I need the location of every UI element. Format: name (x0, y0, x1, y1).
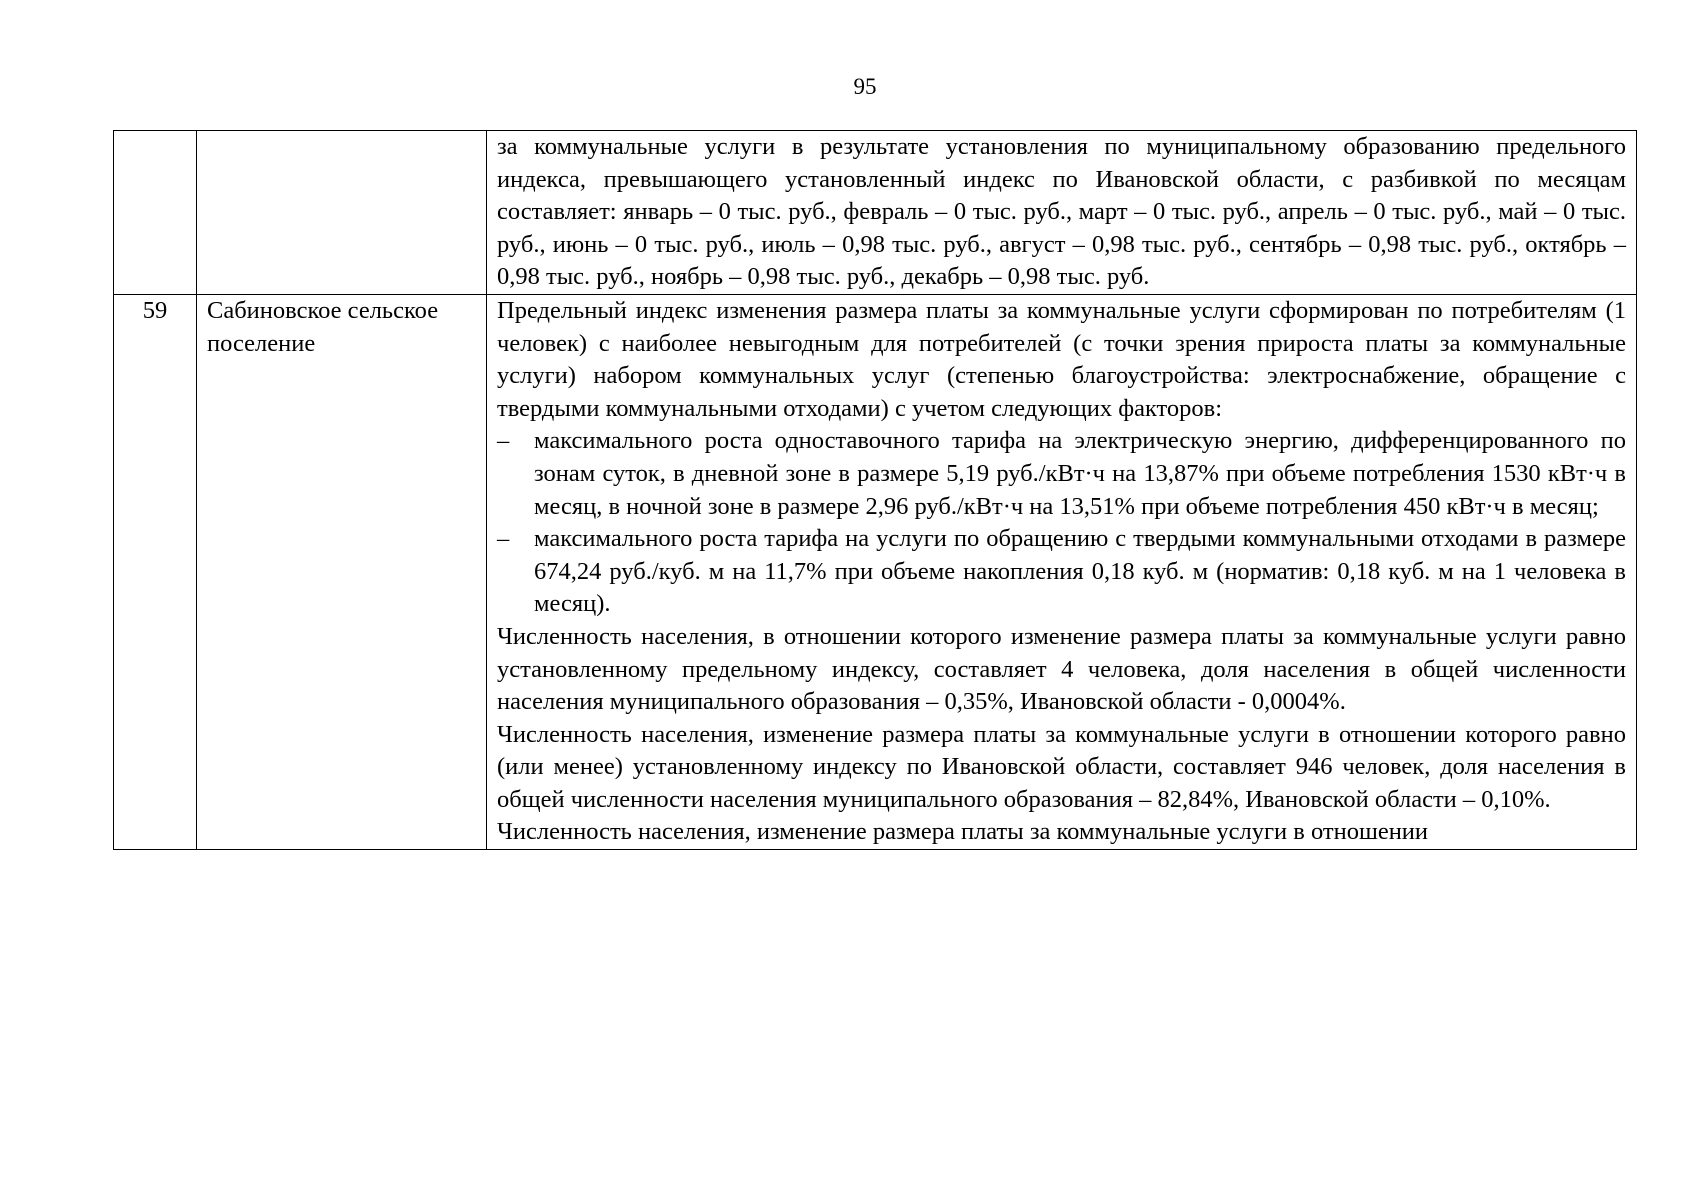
factor-text: максимального роста тарифа на услуги по обращению с твердыми коммунальными отходами в размере 674,24 руб./куб. м на 11,7% при объеме накопления 0,18 куб. м (норматив: 0,18 куб. м на 1 человека в месяц). (534, 525, 1626, 618)
table-row (114, 294, 1637, 849)
factor-text: максимального роста одноставочного тарифа на электрическую энергию, дифференцированного по зонам суток, в дневной зоне в размере 5,19 руб./кВт·ч на 13,87% при объеме потребления 1530 кВт·ч в месяц, в ночной зоне в размере 2,96 руб./кВт·ч на 13,51% при объеме потребления 450 кВт·ч в месяц; (534, 427, 1626, 520)
dash-bullet-mark: – (497, 525, 510, 553)
population-paragraph: Численность населения, изменение размера платы за коммунальные услуги в отношении (497, 818, 1429, 846)
population-paragraph: Численность населения, в отношении которого изменение размера платы за коммунальные услуги равно установленному предельному индексу, составляет 4 человека, доля населения в общей численности населения муниципального образования – 0,35%, Ивановской области - 0,0004%. (497, 622, 1626, 716)
factor-bullet (497, 425, 1626, 523)
row-number-cell: 59 (114, 294, 197, 849)
dash-bullet-mark: – (497, 427, 510, 455)
description-paragraph: за коммунальные услуги в результате установления по муниципальному образованию предельного индекса, превышающего установленный индекс по Ивановской области, с разбивкой по месяцам составляет: январь – 0 тыс. руб., февраль – 0 тыс. руб., март – 0 тыс. руб., апрель – 0 тыс. руб., май – 0 тыс. руб., июнь – 0 тыс. руб., июль – 0,98 тыс. руб., август – 0,98 тыс. руб., сентябрь – 0,98 тыс. руб., октябрь – 0,98 тыс. руб., ноябрь – 0,98 тыс. руб., декабрь – 0,98 тыс. руб. (497, 133, 1626, 291)
description-intro: Предельный индекс изменения размера платы за коммунальные услуги сформирован по потребителям (1 человек) с наиболее невыгодным для потребителей (с точки зрения прироста платы за коммунальные услуги) набором коммунальных услуг (степенью благоустройства: электроснабжение, обращение с твердыми коммунальными отходами) с учетом следующих факторов: (497, 296, 1626, 422)
description-cell (487, 294, 1637, 849)
factor-bullet (497, 523, 1626, 621)
municipality-name-cell (197, 131, 487, 295)
description-cell (487, 131, 1637, 295)
table-row (114, 131, 1637, 295)
municipal-index-table (113, 130, 1637, 850)
page-number: 95 (853, 74, 877, 99)
row-number-cell (114, 131, 197, 295)
population-paragraph: Численность населения, изменение размера платы за коммунальные услуги в отношении которого равно (или менее) установленному индексу по Ивановской области, составляет 946 человек, доля населения в общей численности населения муниципального образования – 82,84%, Ивановской области – 0,10%. (497, 720, 1626, 813)
municipality-name-cell: Сабиновское сельское поселение (197, 294, 487, 849)
